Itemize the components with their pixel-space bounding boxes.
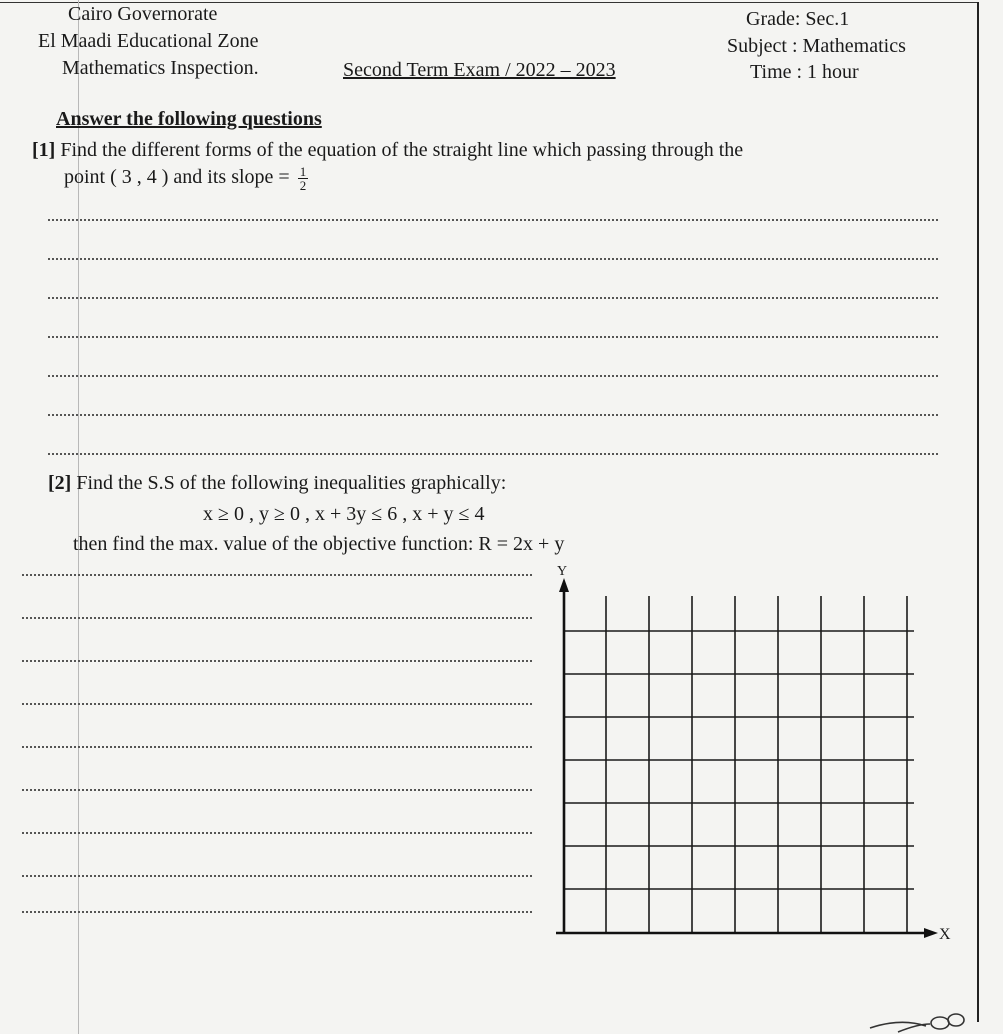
answer-line[interactable]	[22, 574, 532, 576]
slope-denominator: 2	[299, 178, 307, 193]
answer-line[interactable]	[22, 746, 532, 748]
governorate: Cairo Governorate	[68, 3, 218, 25]
y-axis-label: Y	[557, 564, 568, 579]
x-axis-arrow-icon	[924, 928, 938, 938]
inspection: Mathematics Inspection.	[62, 57, 259, 79]
y-axis-arrow-icon	[559, 578, 569, 592]
page-border-right	[977, 2, 979, 1022]
answer-line[interactable]	[48, 453, 938, 455]
slope-fraction	[298, 165, 309, 192]
question-1-text: Find the different forms of the equation of the straight line which passing through the	[60, 139, 744, 161]
question-1-line-2	[64, 165, 308, 192]
answer-line[interactable]	[48, 375, 938, 377]
exam-title: Second Term Exam / 2022 – 2023	[343, 59, 616, 81]
time: Time : 1 hour	[750, 61, 859, 83]
slope-numerator: 1	[299, 164, 307, 179]
question-2-number: [2]	[48, 472, 72, 494]
scissors-icon	[868, 1012, 968, 1034]
question-2-line-1	[48, 472, 506, 495]
question-2-text: Find the S.S of the following inequalities graphically:	[76, 472, 507, 494]
answer-line[interactable]	[22, 703, 532, 705]
answer-line[interactable]	[48, 297, 938, 299]
subject: Subject : Mathematics	[727, 35, 906, 57]
question-2-inequalities: x ≥ 0 , y ≥ 0 , x + 3y ≤ 6 , x + y ≤ 4	[203, 503, 485, 525]
answer-line[interactable]	[22, 617, 532, 619]
graph-grid[interactable]	[540, 560, 960, 945]
question-1-line-1	[32, 139, 743, 162]
x-axis-label: X	[939, 926, 951, 943]
answer-line[interactable]	[22, 832, 532, 834]
instruction-heading: Answer the following questions	[56, 108, 322, 130]
question-1-point-text: point ( 3 , 4 ) and its slope =	[64, 166, 290, 189]
answer-line[interactable]	[22, 911, 532, 913]
answer-line[interactable]	[48, 336, 938, 338]
answer-line[interactable]	[48, 258, 938, 260]
answer-line[interactable]	[22, 660, 532, 662]
answer-line[interactable]	[22, 875, 532, 877]
educational-zone: El Maadi Educational Zone	[38, 30, 259, 52]
answer-line[interactable]	[22, 789, 532, 791]
answer-line[interactable]	[48, 414, 938, 416]
answer-line[interactable]	[48, 219, 938, 221]
question-2-objective: then find the max. value of the objective function: R = 2x + y	[73, 533, 565, 555]
grade: Grade: Sec.1	[746, 8, 850, 30]
question-1-number: [1]	[32, 139, 56, 161]
